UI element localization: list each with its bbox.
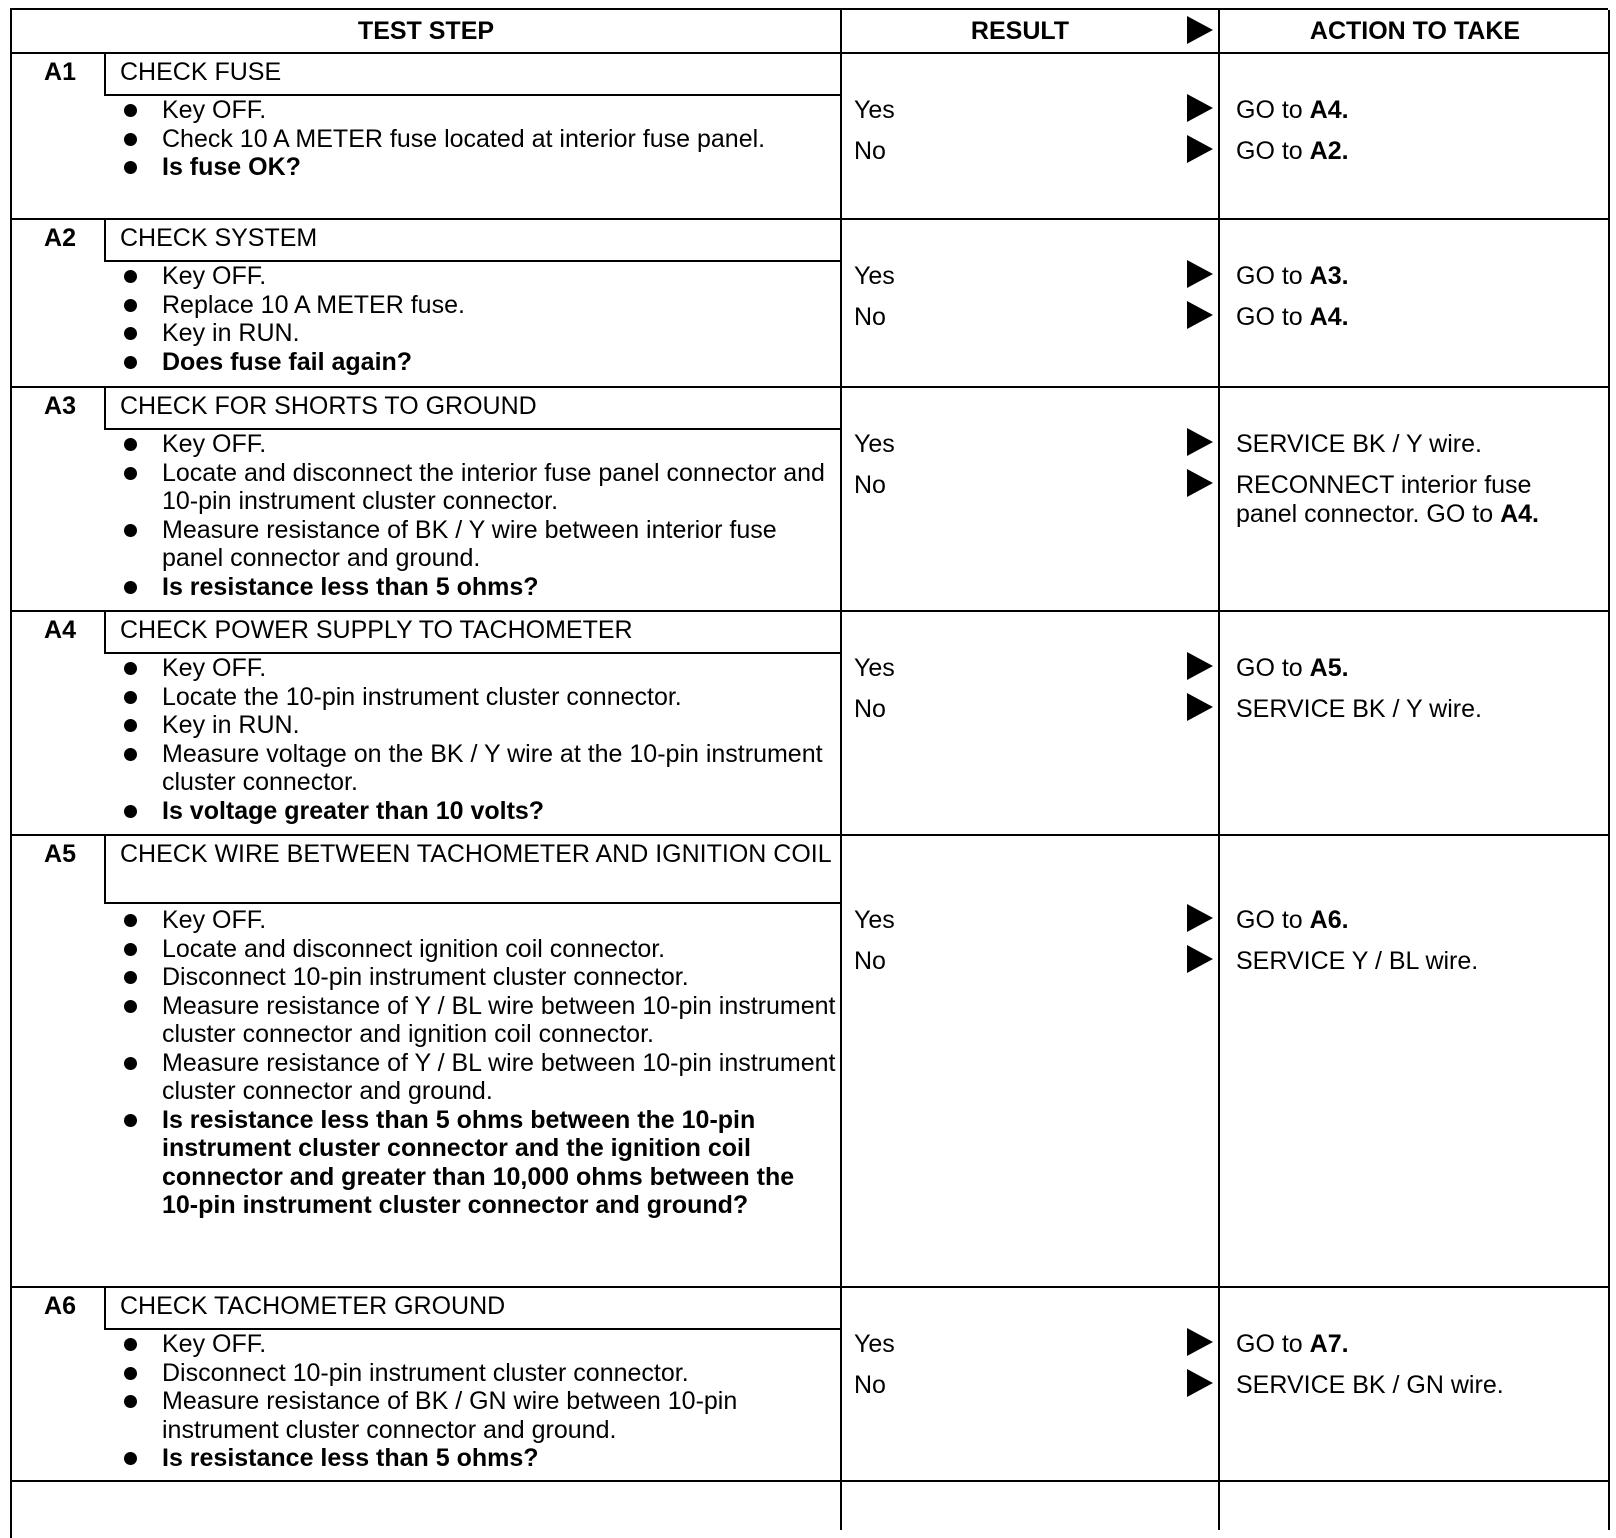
result-yes: Yes: [854, 906, 895, 934]
step-bullet: Locate and disconnect the interior fuse panel connector and 10-pin instrument cluster connector.: [116, 459, 836, 516]
action-text: [1236, 303, 1596, 332]
action-text: [1236, 695, 1596, 724]
step-bullets: [116, 906, 836, 1220]
result-no: No: [854, 303, 886, 331]
action-prefix: GO to: [1236, 906, 1310, 934]
step-question: Is resistance less than 5 ohms?: [116, 1444, 836, 1473]
column-divider-action: [1218, 10, 1220, 1530]
action-prefix: GO to: [1236, 137, 1310, 165]
action-prefix: GO to: [1236, 96, 1310, 124]
step-question: Is resistance less than 5 ohms?: [116, 573, 836, 602]
header-action: ACTION TO TAKE: [1220, 10, 1610, 54]
step-id: A2: [44, 224, 76, 252]
arrow-icon: [1187, 428, 1213, 456]
title-underline: [104, 902, 842, 904]
action-step-ref: A3.: [1309, 262, 1349, 290]
step-title: CHECK FOR SHORTS TO GROUND: [120, 392, 537, 420]
action-text: [1236, 430, 1596, 459]
step-question: Is resistance less than 5 ohms between the 10-pin instrument cluster connector and the ignition coil connector and greater than 10,000 ohms between the 10-pin instrument cluster connector and ground?: [116, 1106, 836, 1220]
step-bullets: [116, 430, 836, 601]
result-no: No: [854, 1371, 886, 1399]
arrow-icon: [1187, 1369, 1213, 1397]
action-step-ref: A2.: [1309, 137, 1349, 165]
action-prefix: GO to: [1236, 262, 1310, 290]
step-bullets: [116, 654, 836, 825]
step-title: CHECK SYSTEM: [120, 224, 318, 252]
header-result: [842, 10, 1218, 54]
step-bullet: Key OFF.: [116, 654, 836, 683]
step-bullet: Key in RUN.: [116, 319, 836, 348]
arrow-icon: [1187, 260, 1213, 288]
step-bullet: Key OFF.: [116, 430, 836, 459]
header-result-label: RESULT: [970, 16, 1070, 45]
action-step-ref: A4.: [1309, 303, 1349, 331]
action-step-ref: A4.: [1309, 96, 1349, 124]
arrow-icon: [1187, 94, 1213, 122]
diagnostic-table: [10, 8, 1608, 1538]
arrow-icon: [1187, 135, 1213, 163]
action-prefix: GO to: [1236, 654, 1310, 682]
step-id: A6: [44, 1292, 76, 1320]
action-text: [1236, 137, 1596, 166]
header-test-step: TEST STEP: [12, 10, 840, 54]
arrow-icon: [1187, 693, 1213, 721]
step-id-divider: [104, 610, 106, 652]
action-step-ref: A7.: [1309, 1330, 1349, 1358]
step-bullet: Measure voltage on the BK / Y wire at the 10-pin instrument cluster connector.: [116, 740, 836, 797]
step-id: A5: [44, 840, 76, 868]
step-id: A4: [44, 616, 76, 644]
header-arrow-icon: [1187, 16, 1213, 44]
action-prefix: GO to: [1236, 1330, 1310, 1358]
step-bullet: Disconnect 10-pin instrument cluster connector.: [116, 1359, 836, 1388]
step-bullet: Key OFF.: [116, 906, 836, 935]
step-id-divider: [104, 218, 106, 260]
action-prefix: SERVICE BK / GN wire.: [1236, 1371, 1504, 1399]
action-text: [1236, 96, 1596, 125]
result-no: No: [854, 947, 886, 975]
action-step-ref: A5.: [1309, 654, 1349, 682]
result-yes: Yes: [854, 1330, 895, 1358]
step-bullet: Key OFF.: [116, 1330, 836, 1359]
action-text: [1236, 471, 1596, 528]
row-separator: [12, 1480, 1610, 1482]
result-no: No: [854, 137, 886, 165]
step-bullet: Key in RUN.: [116, 711, 836, 740]
action-text: [1236, 654, 1596, 683]
arrow-icon: [1187, 652, 1213, 680]
step-bullet: Replace 10 A METER fuse.: [116, 291, 836, 320]
step-question: Is voltage greater than 10 volts?: [116, 797, 836, 826]
action-text: [1236, 1371, 1596, 1400]
step-id: A1: [44, 58, 76, 86]
step-id-divider: [104, 386, 106, 428]
step-bullet: Key OFF.: [116, 262, 836, 291]
column-divider-right: [1608, 10, 1610, 1530]
action-text: [1236, 906, 1596, 935]
action-text: [1236, 262, 1596, 291]
action-text: [1236, 947, 1596, 976]
step-question: Does fuse fail again?: [116, 348, 836, 377]
step-id-divider: [104, 834, 106, 902]
arrow-icon: [1187, 469, 1213, 497]
step-bullet: Measure resistance of BK / GN wire between 10-pin instrument cluster connector and ground.: [116, 1387, 836, 1444]
action-prefix: SERVICE BK / Y wire.: [1236, 695, 1482, 723]
step-id-divider: [104, 1286, 106, 1328]
step-question: Is fuse OK?: [116, 153, 836, 182]
arrow-icon: [1187, 1328, 1213, 1356]
step-bullets: [116, 1330, 836, 1473]
action-step-ref: A4.: [1500, 499, 1539, 528]
step-title: CHECK TACHOMETER GROUND: [120, 1292, 506, 1320]
step-bullets: [116, 96, 836, 182]
action-prefix: SERVICE Y / BL wire.: [1236, 947, 1479, 975]
result-no: No: [854, 471, 886, 499]
step-bullet: Locate the 10-pin instrument cluster connector.: [116, 683, 836, 712]
step-bullet: Measure resistance of Y / BL wire between 10-pin instrument cluster connector and ground.: [116, 1049, 836, 1106]
result-yes: Yes: [854, 654, 895, 682]
step-bullet: Measure resistance of BK / Y wire between interior fuse panel connector and ground.: [116, 516, 836, 573]
step-id-divider: [104, 52, 106, 94]
arrow-icon: [1187, 945, 1213, 973]
action-step-ref: A6.: [1309, 906, 1349, 934]
step-title: CHECK POWER SUPPLY TO TACHOMETER: [120, 616, 633, 644]
step-bullet: Key OFF.: [116, 96, 836, 125]
column-divider-result: [840, 10, 842, 1530]
step-bullet: Check 10 A METER fuse located at interior fuse panel.: [116, 125, 836, 154]
step-bullets: [116, 262, 836, 376]
step-bullet: Disconnect 10-pin instrument cluster connector.: [116, 963, 836, 992]
step-title: CHECK FUSE: [120, 58, 282, 86]
action-prefix: RECONNECT interior fuse panel connector. GO to: [1236, 471, 1532, 528]
step-bullet: Measure resistance of Y / BL wire between 10-pin instrument cluster connector and ignition coil connector.: [116, 992, 836, 1049]
step-bullet: Locate and disconnect ignition coil connector.: [116, 935, 836, 964]
action-prefix: SERVICE BK / Y wire.: [1236, 430, 1482, 458]
result-yes: Yes: [854, 430, 895, 458]
result-yes: Yes: [854, 96, 895, 124]
result-no: No: [854, 695, 886, 723]
step-id: A3: [44, 392, 76, 420]
action-prefix: GO to: [1236, 303, 1310, 331]
step-title: CHECK WIRE BETWEEN TACHOMETER AND IGNITION COIL: [120, 840, 832, 868]
result-yes: Yes: [854, 262, 895, 290]
arrow-icon: [1187, 301, 1213, 329]
arrow-icon: [1187, 904, 1213, 932]
action-text: [1236, 1330, 1596, 1359]
